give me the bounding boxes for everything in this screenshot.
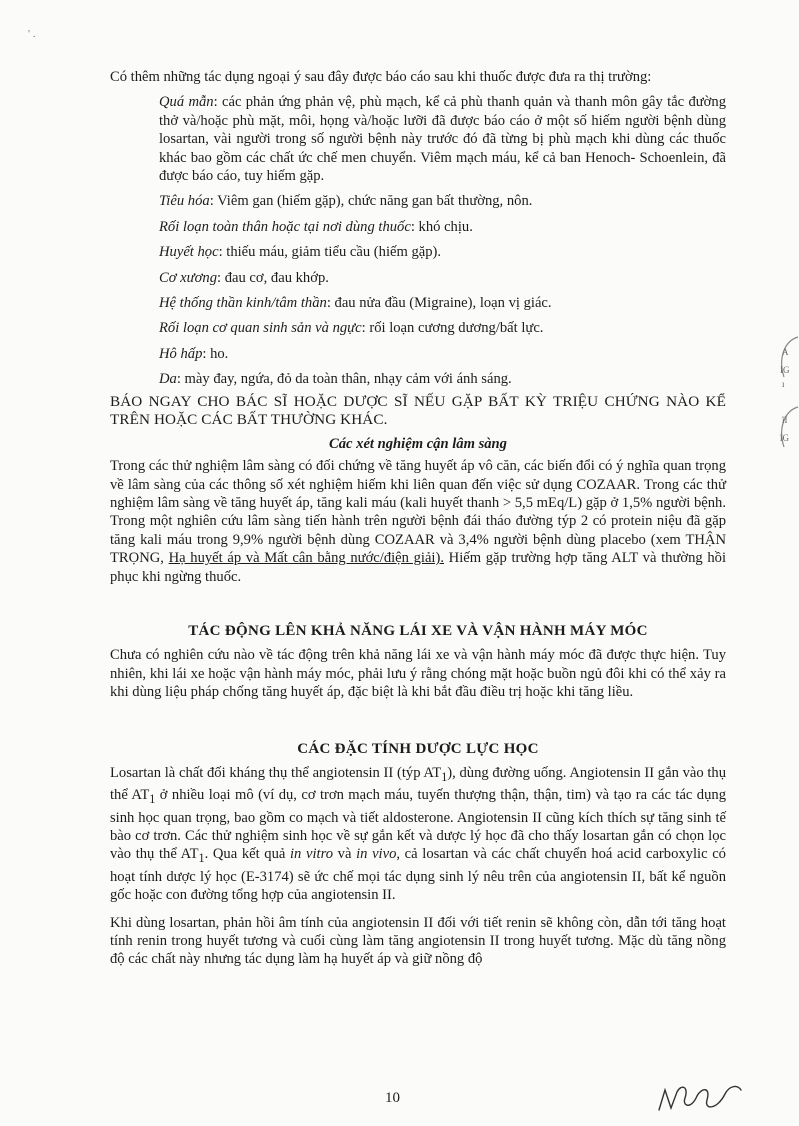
- effect-category: Hô hấp: [159, 345, 203, 362]
- effect-text: : mày đay, ngứa, đỏ da toàn thân, nhạy cảm với ánh sáng.: [176, 371, 512, 388]
- lab-tests-text: Trong các thử nghiệm lâm sàng có đối chứng về tăng huyết áp vô căn, các biến đổi có ý nghĩa quan trọng về lâm sàng của các thông số xét nghiệm hiếm khi liên quan đến việc sử dụng COZAAR. Trong các thử nghiệm lâm sàng về tăng huyết áp, tăng kali máu (kali huyết thanh > 5,5 mEq/L) gặp ở 1,5% người bệnh. Trong một nghiên cứu lâm sàng tiến hành trên người bệnh đái tháo đường týp 2 có protein niệu đã gặp tăng kali máu trong 9,9% người bệnh dùng COZAAR và 3,4% người bệnh dùng placebo (xem THẬN TRỌNG,: [110, 458, 726, 567]
- list-item: [159, 192, 726, 210]
- pharmacodynamics-paragraph-2: Khi dùng losartan, phản hồi âm tính của angiotensin II đối với tiết renin sẽ không còn, dẫn tới tăng hoạt tính renin trong huyết tương và cuối cùng làm tăng angiotensin II trong huyết tương. Mặc dù tăng nồng độ các chất này nhưng tác dụng làm hạ huyết áp và giữ nồng độ: [110, 914, 726, 968]
- list-item: [159, 345, 726, 363]
- effect-category: Hệ thống thần kinh/tâm thần: [159, 295, 327, 312]
- paragraph-text: ở nhiều loại mô (ví dụ, cơ trơn mạch máu, tuyến thượng thận, thận, tim) và tạo ra các tác dụng sinh học quan trọng, bao gồm co mạch và tiết aldosterone. Angiotensin II cũng kích thích sự tăng sinh tế bào cơ trơn. Các thử nghiệm sinh học về sự gắn kết và dược lý học đã cho thấy losartan gắn có chọn lọc vào thụ thể AT: [110, 787, 726, 863]
- margin-stamp: [770, 315, 799, 460]
- list-item: [159, 294, 726, 312]
- effect-text: : đau cơ, đau khớp.: [217, 269, 329, 286]
- svg-text:IG: IG: [780, 365, 790, 375]
- svg-text:ĩI: ĩI: [782, 415, 788, 425]
- document-page: [110, 68, 726, 969]
- subscript: 1: [441, 769, 448, 784]
- adverse-effects-list: [110, 93, 726, 388]
- list-item: [159, 93, 726, 185]
- warning-text: BÁO NGAY CHO BÁC SĨ HOẶC DƯỢC SĨ NẾU GẶP BẤT KỲ TRIỆU CHỨNG NÀO KỂ TRÊN HOẶC CÁC BẤT THƯỜNG KHÁC.: [110, 392, 726, 428]
- svg-text:ı: ı: [782, 379, 785, 389]
- list-item: [159, 269, 726, 287]
- intro-paragraph: Có thêm những tác dụng ngoại ý sau đây được báo cáo sau khi thuốc được đưa ra thị trường:: [110, 69, 652, 85]
- effect-category: Huyết học: [159, 244, 219, 261]
- effect-text: : các phản ứng phản vệ, phù mạch, kể cả phù thanh quản và thanh môn gây tắc đường thở và/hoặc phù mặt, môi, họng và/hoặc lưỡi đã được báo cáo ở một số hiếm người bệnh dùng losartan, vài người trong số người bệnh này trước đó đã từng bị phù mạch khi dùng các thuốc khác bao gồm các chất ức chế men chuyển. Viêm mạch máu, kể cả ban Henoch- Schoenlein, đã được báo cáo, tuy hiếm gặp.: [159, 94, 726, 185]
- page-number: 10: [385, 1090, 400, 1106]
- list-item: [159, 218, 726, 236]
- subscript: 1: [198, 851, 205, 866]
- svg-text:A: A: [782, 347, 789, 357]
- list-item: [159, 370, 726, 388]
- in-vivo-term: in vivo: [356, 846, 397, 863]
- pharmacodynamics-paragraph-1: [110, 764, 726, 905]
- effect-category: Da: [159, 371, 177, 388]
- paragraph-text: và: [333, 846, 357, 863]
- lab-tests-text-end: Hiếm gặp trường hợp tăng ALT và thường hồi phục khi ngừng thuốc.: [110, 550, 726, 585]
- lab-tests-paragraph: [110, 457, 726, 586]
- effect-text: : thiếu máu, giảm tiểu cầu (hiếm gặp).: [218, 244, 442, 261]
- pharmacodynamics-section-title: CÁC ĐẶC TÍNH DƯỢC LỰC HỌC: [297, 740, 539, 757]
- effect-category: Cơ xương: [159, 269, 217, 286]
- list-item: [159, 243, 726, 261]
- effect-category: Tiêu hóa: [159, 193, 210, 210]
- in-vitro-term: in vitro: [290, 846, 334, 863]
- effect-text: : ho.: [202, 345, 229, 362]
- paragraph-text: , cả losartan và các chất chuyển hoá acid carboxylic có hoạt tính dược lý học (E-3174) sẽ ức chế mọi tác dụng sinh lý nêu trên của angiotensin II, bất kể nguồn gốc hoặc con đường tổng hợp của angiotensin II.: [110, 846, 726, 904]
- paragraph-text: Losartan là chất đối kháng thụ thể angiotensin II (týp AT: [110, 764, 442, 781]
- signature: [655, 1080, 745, 1123]
- list-item: [159, 319, 726, 337]
- effect-category: Rối loạn cơ quan sinh sản và ngực: [159, 320, 362, 337]
- effect-text: : đau nửa đầu (Migraine), loạn vị giác.: [326, 295, 552, 312]
- precautions-reference-link[interactable]: Hạ huyết áp và Mất cân bằng nước/điện giải).: [168, 550, 444, 567]
- subscript: 1: [149, 792, 156, 807]
- effect-category: Rối loạn toàn thân hoặc tại nơi dùng thuốc: [159, 218, 411, 235]
- effect-category: Quá mẫn: [159, 94, 214, 111]
- paragraph-text: . Qua kết quả: [204, 846, 290, 863]
- effect-text: : rối loạn cương dương/bất lực.: [361, 320, 544, 337]
- corner-marks: ' .: [28, 28, 36, 40]
- driving-paragraph: Chưa có nghiên cứu nào về tác động trên khả năng lái xe và vận hành máy móc đã được thực hiện. Tuy nhiên, khi lái xe hoặc vận hành máy móc, phải lưu ý rằng chóng mặt hoặc buồn ngủ đôi khi có thể xảy ra khi dùng liệu pháp chống tăng huyết áp, đặc biệt là khi bắt đầu điều trị hoặc khi tăng liều.: [110, 647, 726, 701]
- lab-tests-heading: Các xét nghiệm cận lâm sàng: [329, 435, 507, 452]
- effect-text: : khó chịu.: [410, 218, 473, 235]
- effect-text: : Viêm gan (hiếm gặp), chức năng gan bất thường, nôn.: [209, 193, 533, 210]
- svg-text:ĩG: ĩG: [780, 433, 789, 443]
- paragraph-text: ), dùng đường uống. Angiotensin II gắn vào thụ thể AT: [110, 764, 726, 804]
- driving-section-title: TÁC ĐỘNG LÊN KHẢ NĂNG LÁI XE VÀ VẬN HÀNH MÁY MÓC: [188, 622, 648, 639]
